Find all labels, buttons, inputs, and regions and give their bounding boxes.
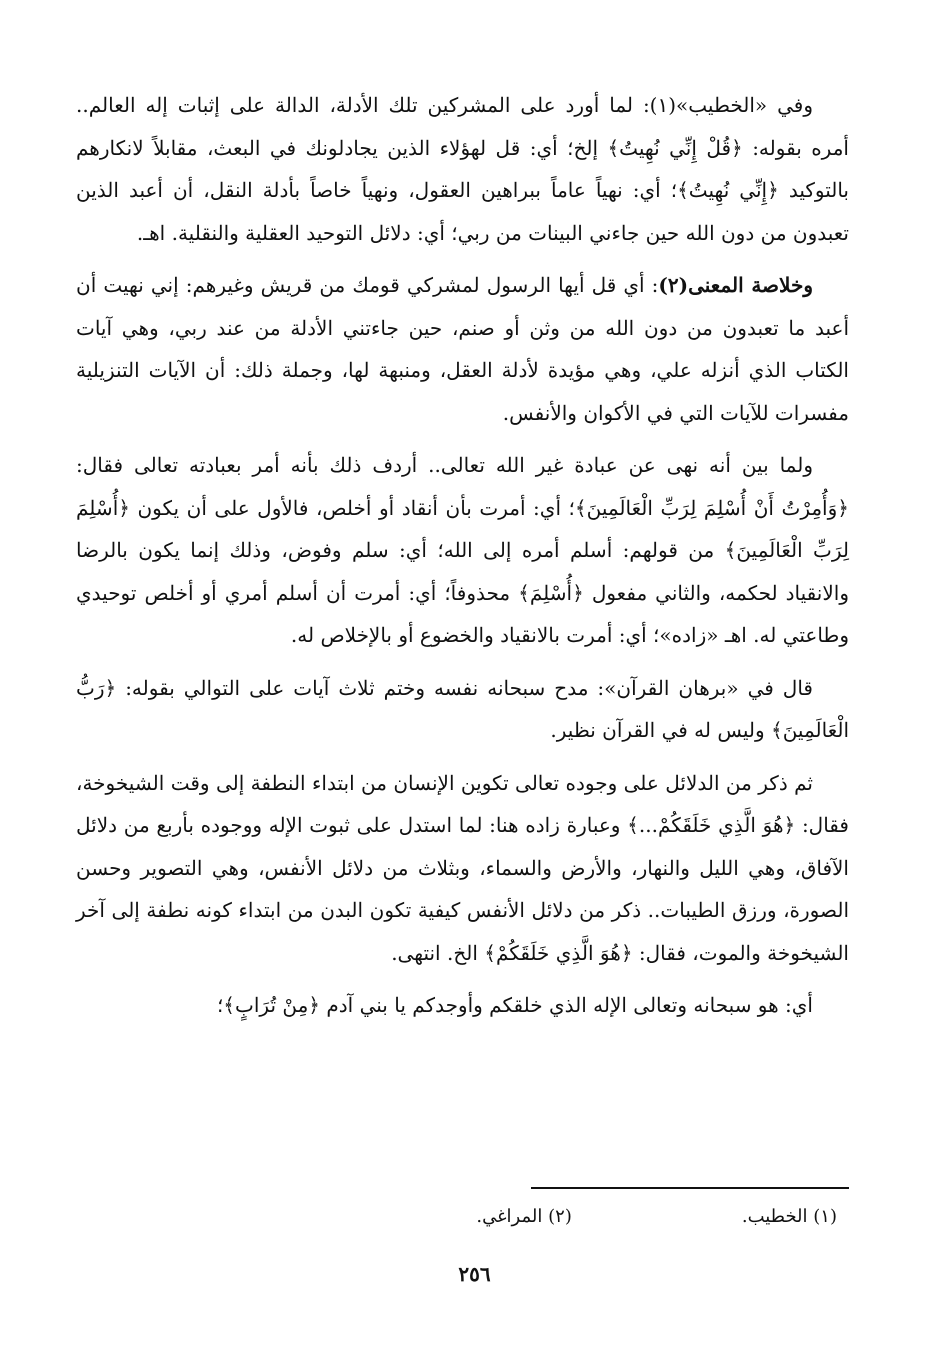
footnote-divider bbox=[531, 1187, 849, 1189]
paragraph-4 bbox=[76, 667, 849, 752]
page-number: ٢٥٦ bbox=[458, 1262, 491, 1286]
paragraph-2-text: : أي قل أيها الرسول لمشركي قومك من قريش وغيرهم: إني نهيت أن أعبد ما تعبدون من دون الله من وثن أو صنم، حين جاءتني الأدلة من عند ربي، وهي آيات الكتاب الذي أنزله علي، وهي مؤيدة لأدلة العقل، ومنبهة لها، وجملة ذلك: أن الآيات التنزيلية مفسرات للآيات التي في الأكوان والأنفس. bbox=[76, 273, 849, 425]
paragraph-6 bbox=[76, 984, 849, 1027]
paragraph-3 bbox=[76, 444, 849, 657]
footnote-2: (٢) المراغي. bbox=[476, 1206, 572, 1227]
paragraph-3-text: ولما بين أنه نهى عن عبادة غير الله تعالى.. أردف ذلك بأنه أمر بعبادته تعالى فقال: ﴿وَأُمِرْتُ أَنْ أُسْلِمَ لِرَبِّ الْعَالَمِينَ﴾؛ أي: أمرت بأن أنقاد أو أخلص، فالأول على أن يكون ﴿أُسْلِمَ لِرَبِّ الْعَالَمِينَ﴾ من قولهم: أسلم أمره إلى الله؛ أي: سلم وفوض، وذلك إنما يكون بالرضا والانقياد لحكمه، والثاني مفعول ﴿أُسْلِمَ﴾ محذوفاً؛ أي: أمرت أن أسلم أمري أو أخلص توحيدي وطاعتي له. اهـ «زاده»؛ أي: أمرت بالانقياد والخضوع أو بالإخلاص له. bbox=[76, 453, 849, 647]
paragraph-5-text: ثم ذكر من الدلائل على وجوده تعالى تكوين الإنسان من ابتداء النطفة إلى وقت الشيخوخة، فقال: ﴿هُوَ الَّذِي خَلَقَكُمْ...﴾ وعبارة زاده هنا: لما استدل على ثبوت الإله ووجوده بأربع من دلائل الآفاق، وهي الليل والنهار، والأرض والسماء، وبثلاث من دلائل الأنفس، وهي التصوير وحسن الصورة، ورزق الطيبات.. ذكر من دلائل الأنفس كيفية تكون البدن من ابتداء كونه نطفة إلى آخر الشيخوخة والموت، فقال: ﴿هُوَ الَّذِي خَلَقَكُمْ﴾ الخ. انتهى. bbox=[76, 770, 849, 965]
main-text bbox=[76, 84, 849, 1037]
paragraph-1 bbox=[76, 84, 849, 254]
footnotes bbox=[300, 1206, 837, 1227]
paragraph-6-text: أي: هو سبحانه وتعالى الإله الذي خلقكم وأوجدكم يا بني آدم ﴿مِنْ تُرَابٍ﴾؛ bbox=[216, 993, 813, 1017]
paragraph-1-text: وفي «الخطيب»(١): لما أورد على المشركين تلك الأدلة، الدالة على إثبات إله العالم.. أمره بقوله: ﴿قُلْ إِنِّي نُهِيتُ﴾ إلخ؛ أي: قل لهؤلاء الذين يجادلونك في البعث، مقابلاً لانكارهم بالتوكيد ﴿إِنِّي نُهِيتُ﴾؛ أي: نهياً عاماً ببراهين العقول، ونهياً خاصاً بأدلة النقل، أن أعبد الذين تعبدون من دون الله حين جاءني البينات من ربي؛ أي: دلائل التوحيد العقلية والنقلية. اهـ. bbox=[76, 93, 849, 245]
paragraph-2 bbox=[76, 264, 849, 434]
paragraph-4-text: قال في «برهان القرآن»: مدح سبحانه نفسه وختم ثلاث آيات على التوالي بقوله: ﴿رَبُّ الْعَالَمِينَ﴾ وليس له في القرآن نظير. bbox=[76, 675, 849, 742]
footnote-1: (١) الخطيب. bbox=[741, 1206, 837, 1227]
paragraph-5 bbox=[76, 762, 849, 975]
paragraph-2-lead: وخلاصة المعنى(٢) bbox=[658, 273, 813, 297]
